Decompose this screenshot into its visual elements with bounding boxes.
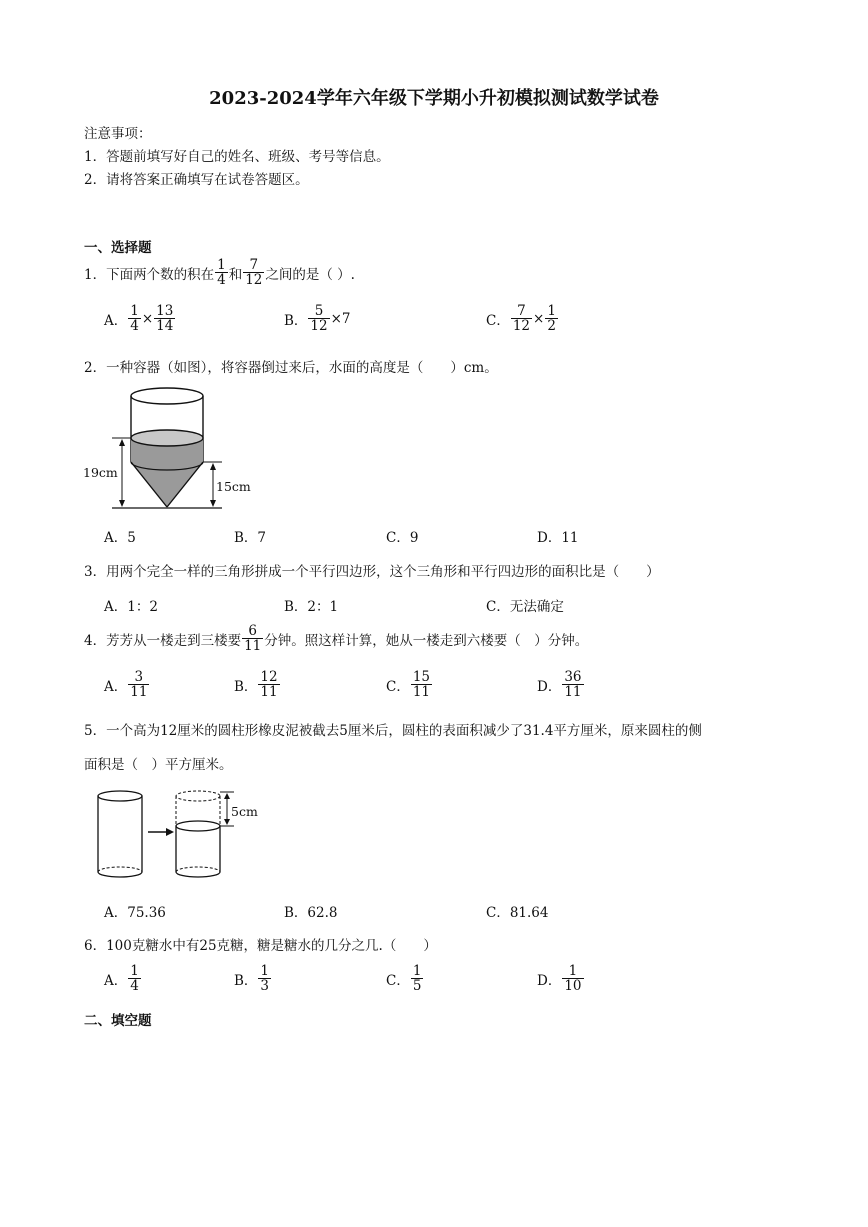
question-3: 3．用两个完全一样的三角形拼成一个平行四边形，这个三角形和平行四边形的面积比是（ ）: [84, 564, 660, 580]
q4-fraction: $\frac{6}{11}$: [244, 623, 262, 655]
q5-option-a[interactable]: A．75.36: [104, 905, 166, 921]
question-2: 2．一种容器（如图），将容器倒过来后，水面的高度是（ ）cm。: [84, 360, 498, 376]
q6-option-c[interactable]: C． $\frac{1}{5}$: [386, 963, 422, 995]
cylinder-figure: [94, 788, 274, 888]
question-1: [84, 258, 355, 287]
page-title: 2023-2024学年六年级下学期小升初模拟测试数学试卷: [209, 88, 659, 109]
question-5-line-2: 面积是（ ）平方厘米。: [84, 757, 233, 773]
question-5-line-1: 5．一个高为12厘米的圆柱形橡皮泥被截去5厘米后，圆柱的表面积减少了31.4平方厘米，原来圆柱的侧: [84, 723, 702, 739]
q1-option-a[interactable]: A． $\frac{1}{4}$ × $\frac{13}{14}$: [104, 303, 174, 335]
q4-option-d[interactable]: D． $\frac{36}{11}$: [537, 669, 582, 701]
label-19cm: 19cm: [83, 465, 118, 480]
q1-text-post: 之间的是（ ）.: [265, 266, 355, 283]
q6-option-d[interactable]: D． $\frac{1}{10}$: [537, 963, 582, 995]
section-heading-choice: 一、选择题: [84, 240, 152, 256]
q2-option-d[interactable]: D．11: [537, 530, 579, 546]
q2-option-b[interactable]: B．7: [234, 530, 267, 546]
q1-option-b[interactable]: B． $\frac{5}{12}$ ×7: [284, 303, 351, 335]
question-6: 6．100克糖水中有25克糖，糖是糖水的几分之几.（ ）: [84, 938, 437, 954]
q3-option-b[interactable]: B．2：1: [284, 599, 339, 615]
q2-option-a[interactable]: A．5: [104, 530, 136, 546]
q5-option-b[interactable]: B．62.8: [284, 905, 338, 921]
q1-option-c[interactable]: C． $\frac{7}{12}$ × $\frac{1}{2}$: [486, 303, 556, 335]
notes-heading: 注意事项：: [84, 126, 152, 142]
q1-fraction-2: $\frac{7}{12}$: [245, 257, 263, 289]
q1-text-and: 和: [228, 266, 243, 283]
q5-option-c[interactable]: C．81.64: [486, 905, 549, 921]
q6-option-a[interactable]: A． $\frac{1}{4}$: [104, 963, 139, 995]
section-heading-fill-in: 二、填空题: [84, 1013, 152, 1029]
q4-option-b[interactable]: B． $\frac{12}{11}$: [234, 669, 278, 701]
label-15cm: 15cm: [216, 479, 251, 494]
label-5cm: 5cm: [231, 804, 258, 819]
q4-option-c[interactable]: C． $\frac{15}{11}$: [386, 669, 431, 701]
q1-text-pre: 1．下面两个数的积在: [84, 266, 215, 283]
q2-option-c[interactable]: C．9: [386, 530, 419, 546]
q1-fraction-1: $\frac{1}{4}$: [217, 257, 226, 289]
q6-option-b[interactable]: B． $\frac{1}{3}$: [234, 963, 270, 995]
note-item-1: 1．答题前填写好自己的姓名、班级、考号等信息。: [84, 149, 390, 165]
container-figure: [82, 385, 272, 515]
q3-option-a[interactable]: A．1：2: [104, 599, 158, 615]
q3-option-c[interactable]: C．无法确定: [486, 599, 564, 615]
q4-option-a[interactable]: A． $\frac{3}{11}$: [104, 669, 148, 701]
note-item-2: 2．请将答案正确填写在试卷答题区。: [84, 172, 309, 188]
question-4: 4．芳芳从一楼走到三楼要 $\frac{6}{11}$ 分钟。照这样计算，她从一楼走到六楼要（ ）分钟。: [84, 623, 589, 655]
